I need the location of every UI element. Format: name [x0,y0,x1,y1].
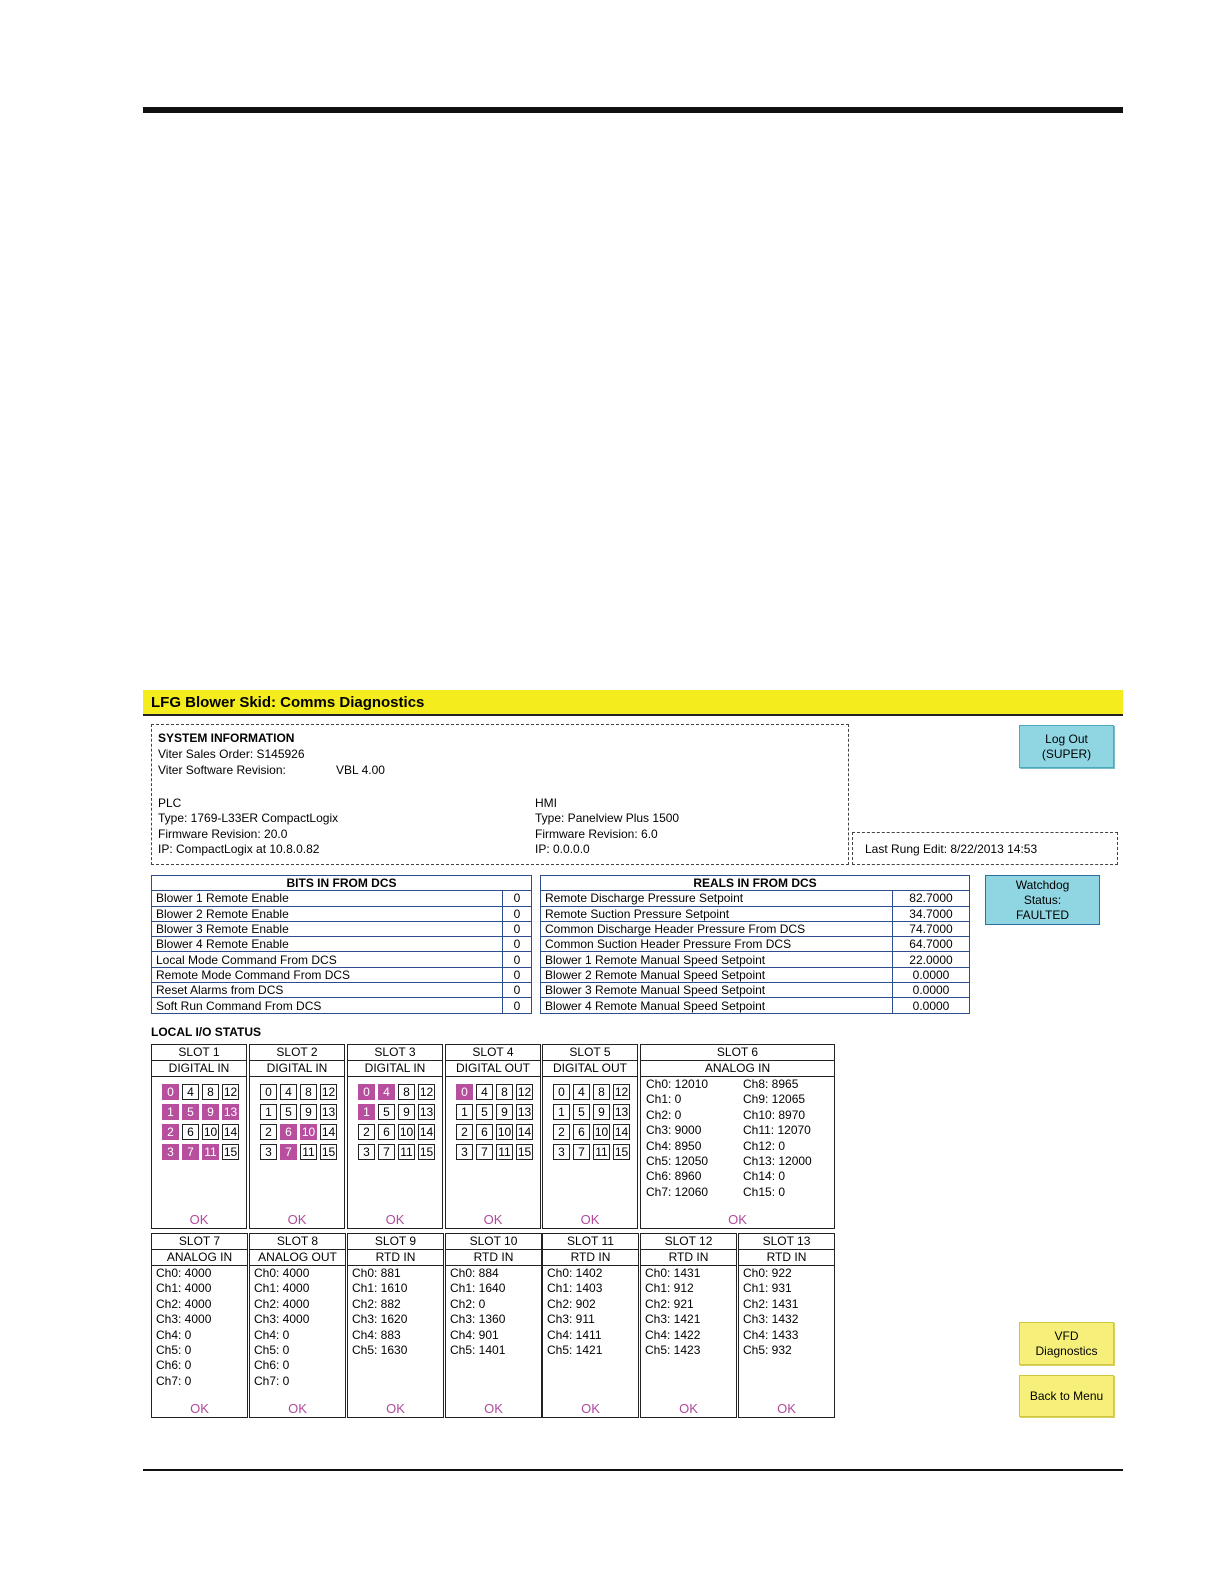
bits-in-label: Reset Alarms from DCS [152,983,503,998]
slot-status-ok: OK [287,1212,307,1227]
slot-number: SLOT 5 [543,1045,637,1061]
last-rung-edit: Last Rung Edit: 8/22/2013 14:53 [865,842,1038,856]
hmi-type: Type: Panelview Plus 1500 [535,811,680,825]
io-point: 5 [182,1104,199,1120]
io-point: 8 [593,1084,610,1100]
io-point: 6 [280,1124,297,1140]
io-point: 15 [517,1145,532,1159]
channel-value: Ch0: 1402 [547,1266,603,1280]
channel-value: Ch1: 0 [646,1092,682,1107]
io-slot [542,1233,639,1418]
channel-value: Ch2: 921 [645,1296,694,1311]
software-revision-label: Viter Software Revision: [158,763,286,777]
channel-value: Ch4: 0 [254,1327,290,1342]
io-point: 15 [321,1145,336,1159]
channel-value: Ch4: 1433 [743,1327,799,1342]
title-bar [143,690,1123,716]
slot-status-ok: OK [189,1212,209,1227]
vfd-diagnostics-button[interactable] [1019,1322,1114,1365]
io-point: 3 [162,1144,179,1160]
bottom-rule [143,1469,1123,1471]
hmi-firmware: Firmware Revision: 6.0 [535,827,658,841]
reals-in-value: 0.0000 [893,967,970,982]
slot-status-ok: OK [483,1212,503,1227]
slot-status-ok: OK [190,1401,209,1416]
reals-in-label: Remote Suction Pressure Setpoint [541,906,893,921]
bits-in-row [152,983,532,998]
io-point: 4 [280,1084,297,1100]
io-point: 6 [182,1124,199,1140]
io-point: 9 [398,1104,415,1120]
channel-value: Ch5: 12050 [646,1154,709,1169]
reals-in-row [541,906,970,921]
digital-slot [347,1044,443,1229]
channel-value: Ch4: 1422 [645,1327,701,1342]
io-point: 13 [321,1105,336,1119]
slot-number: SLOT 4 [446,1045,540,1061]
reals-in-label: Common Discharge Header Pressure From DCS [541,921,893,936]
io-point: 12 [614,1085,629,1099]
io-point: 1 [358,1104,375,1120]
channel-value: Ch3: 4000 [156,1312,212,1327]
bits-in-value: 0 [503,906,532,921]
reals-in-row [541,952,970,967]
channel-value: Ch1: 4000 [156,1281,212,1296]
watchdog-status-value: FAULTED [1015,907,1070,922]
io-point: 2 [162,1124,179,1140]
slot-type: RTD IN [446,1250,541,1266]
channel-value: Ch4: 0 [156,1327,192,1342]
slot-number: SLOT 13 [739,1234,834,1250]
reals-in-value: 74.7000 [893,921,970,936]
io-point: 4 [573,1084,590,1100]
channel-value: Ch5: 1423 [645,1343,701,1358]
channel-value: Ch4: 8950 [646,1138,702,1153]
io-point: 2 [358,1124,375,1140]
vfd-label: VFD [1054,1328,1079,1343]
io-point: 4 [476,1084,493,1100]
channel-value: Ch6: 8960 [646,1169,702,1184]
reals-in-row [541,983,970,998]
channel-value: Ch9: 12065 [743,1092,806,1107]
io-slot [249,1233,346,1418]
bits-in-label: Local Mode Command From DCS [152,952,503,967]
io-point: 5 [573,1104,590,1120]
channel-list [450,1266,505,1358]
slot-type: DIGITAL IN [152,1061,246,1077]
channel-value: Ch8: 8965 [743,1077,799,1091]
slot-type: DIGITAL OUT [446,1061,540,1077]
io-point: 2 [456,1124,473,1140]
reals-in-value: 34.7000 [893,906,970,921]
reals-in-value: 82.7000 [893,891,970,906]
channel-list [743,1077,812,1200]
io-point: 6 [378,1124,395,1140]
io-point: 9 [496,1104,513,1120]
io-point: 9 [202,1104,219,1120]
io-point: 0 [162,1084,179,1100]
io-point: 1 [456,1104,473,1120]
channel-value: Ch4: 1411 [547,1327,602,1342]
channel-value: Ch12: 0 [743,1138,786,1153]
io-slot [347,1233,444,1418]
io-point: 1 [162,1104,179,1120]
slot-status-ok: OK [728,1212,747,1227]
software-revision-value: VBL 4.00 [336,763,385,777]
io-point: 1 [260,1104,277,1120]
slot-number: SLOT 6 [641,1045,834,1061]
logout-user-label: (SUPER) [1041,746,1092,761]
io-point: 12 [321,1085,336,1099]
bits-in-label: Blower 3 Remote Enable [152,921,503,936]
slot-number: SLOT 7 [152,1234,247,1250]
slot-number: SLOT 1 [152,1045,246,1061]
io-point: 7 [280,1144,297,1160]
channel-value: Ch2: 1431 [743,1296,799,1311]
channel-value: Ch2: 4000 [156,1296,212,1311]
reals-in-row [541,937,970,952]
hmi-ip: IP: 0.0.0.0 [535,842,590,856]
io-point: 12 [223,1085,238,1099]
system-info-heading: SYSTEM INFORMATION [158,731,295,745]
channel-value: Ch3: 911 [547,1312,595,1327]
io-point: 10 [203,1125,218,1139]
channel-value: Ch3: 1620 [352,1312,408,1327]
bits-in-label: Blower 1 Remote Enable [152,891,503,906]
digital-slot [151,1044,247,1229]
reals-in-row [541,998,970,1013]
io-point: 7 [378,1144,395,1160]
io-point: 3 [260,1144,277,1160]
io-point: 9 [593,1104,610,1120]
channel-list [547,1266,602,1358]
reals-in-row [541,891,970,906]
slot-type: RTD IN [348,1250,443,1266]
bits-in-label: Blower 2 Remote Enable [152,906,503,921]
system-info-panel [151,724,849,865]
io-point: 3 [456,1144,473,1160]
bits-in-heading: BITS IN FROM DCS [152,876,532,891]
io-point: 12 [517,1085,532,1099]
channel-value: Ch3: 1360 [450,1312,506,1327]
channel-value: Ch4: 901 [450,1327,499,1342]
channel-value: Ch5: 1421 [547,1343,603,1358]
plc-type: Type: 1769-L33ER CompactLogix [158,811,339,825]
channel-value: Ch1: 1403 [547,1281,603,1296]
channel-list [254,1266,309,1389]
io-point: 0 [260,1084,277,1100]
slot-status-ok: OK [385,1212,405,1227]
analog-slot-6 [640,1044,835,1229]
slot-number: SLOT 9 [348,1234,443,1250]
sales-order: Viter Sales Order: S145926 [158,747,305,761]
slot-status-ok: OK [484,1401,503,1416]
slot-number: SLOT 12 [641,1234,736,1250]
channel-list [352,1266,407,1358]
io-point: 5 [378,1104,395,1120]
channel-list [646,1077,708,1200]
io-point: 7 [182,1144,199,1160]
reals-in-value: 64.7000 [893,937,970,952]
channel-value: Ch5: 932 [743,1343,792,1358]
slot-number: SLOT 8 [250,1234,345,1250]
channel-value: Ch5: 0 [254,1343,290,1358]
io-point: 10 [497,1125,512,1139]
local-io-heading: LOCAL I/O STATUS [151,1025,261,1039]
channel-value: Ch7: 12060 [646,1184,709,1199]
reals-in-value: 0.0000 [893,983,970,998]
slot-type: DIGITAL IN [250,1061,344,1077]
channel-value: Ch1: 1640 [450,1281,506,1296]
reals-in-label: Blower 1 Remote Manual Speed Setpoint [541,952,893,967]
slot-type: DIGITAL OUT [543,1061,637,1077]
slot-status-ok: OK [288,1401,307,1416]
channel-value: Ch0: 922 [743,1266,792,1280]
channel-value: Ch0: 881 [352,1266,401,1280]
slot-type: RTD IN [641,1250,736,1266]
slot-type: RTD IN [739,1250,834,1266]
channel-value: Ch5: 1401 [450,1343,506,1358]
slot-status-ok: OK [777,1401,796,1416]
io-point: 10 [399,1125,414,1139]
page-title: LFG Blower Skid: Comms Diagnostics [151,694,425,711]
slot-number: SLOT 2 [250,1045,344,1061]
slot-status-ok: OK [581,1401,600,1416]
io-point: 7 [476,1144,493,1160]
io-point: 7 [573,1144,590,1160]
io-point: 4 [378,1084,395,1100]
slot-number: SLOT 10 [446,1234,541,1250]
io-point: 13 [223,1105,238,1119]
bits-in-row [152,998,532,1013]
io-point: 15 [614,1145,629,1159]
channel-value: Ch14: 0 [743,1169,786,1184]
channel-value: Ch2: 0 [646,1107,682,1122]
bits-in-table [151,875,532,1014]
channel-value: Ch0: 12010 [646,1077,709,1091]
io-point: 9 [300,1104,317,1120]
slot-number: SLOT 3 [348,1045,442,1061]
vfd-diagnostics-label: Diagnostics [1035,1343,1098,1358]
io-slot [738,1233,835,1418]
bits-in-value: 0 [503,921,532,936]
io-point: 8 [300,1084,317,1100]
io-point: 2 [260,1124,277,1140]
io-point: 14 [614,1125,629,1139]
io-point: 6 [573,1124,590,1140]
channel-value: Ch0: 884 [450,1266,499,1280]
reals-in-value: 22.0000 [893,952,970,967]
io-point: 1 [553,1104,570,1120]
plc-label: PLC [158,796,182,810]
io-point: 11 [202,1144,219,1160]
back-to-menu-button[interactable] [1019,1375,1114,1417]
io-point: 14 [321,1125,336,1139]
channel-value: Ch5: 1630 [352,1343,408,1358]
channel-value: Ch3: 1421 [645,1312,701,1327]
reals-in-label: Remote Discharge Pressure Setpoint [541,891,893,906]
slot-type: RTD IN [543,1250,638,1266]
bits-in-value: 0 [503,967,532,982]
channel-value: Ch4: 883 [352,1327,401,1342]
logout-button[interactable] [1019,725,1114,768]
io-point: 14 [419,1125,434,1139]
channel-value: Ch3: 4000 [254,1312,310,1327]
channel-value: Ch2: 4000 [254,1296,310,1311]
channel-value: Ch1: 931 [743,1281,792,1296]
io-point: 15 [419,1145,434,1159]
io-point: 13 [614,1105,629,1119]
bits-in-row [152,906,532,921]
channel-value: Ch13: 12000 [743,1154,812,1169]
plc-firmware: Firmware Revision: 20.0 [158,827,288,841]
io-point: 8 [398,1084,415,1100]
channel-value: Ch0: 1431 [645,1266,701,1280]
io-point: 5 [476,1104,493,1120]
channel-value: Ch7: 0 [156,1373,192,1388]
bits-in-row [152,921,532,936]
channel-list [743,1266,798,1358]
io-slot [445,1233,542,1418]
channel-value: Ch6: 0 [156,1358,192,1373]
io-point: 13 [517,1105,532,1119]
channel-value: Ch2: 0 [450,1296,486,1311]
bits-in-value: 0 [503,891,532,906]
watchdog-label: Watchdog [1015,877,1070,892]
reals-in-label: Blower 3 Remote Manual Speed Setpoint [541,983,893,998]
logout-label: Log Out [1045,731,1088,746]
bits-in-value: 0 [503,937,532,952]
io-slot [151,1233,248,1418]
bits-in-label: Remote Mode Command From DCS [152,967,503,982]
slot-status-ok: OK [679,1401,698,1416]
io-point: 3 [358,1144,375,1160]
reals-in-value: 0.0000 [893,998,970,1013]
slot-type: DIGITAL IN [348,1061,442,1077]
top-rule [143,107,1123,113]
channel-value: Ch15: 0 [743,1184,786,1199]
reals-in-row [541,921,970,936]
slot-type: ANALOG IN [152,1250,247,1266]
channel-value: Ch2: 902 [547,1296,596,1311]
slot-type: ANALOG OUT [250,1250,345,1266]
channel-value: Ch0: 4000 [156,1266,212,1280]
bits-in-row [152,937,532,952]
bits-in-label: Blower 4 Remote Enable [152,937,503,952]
slot-status-ok: OK [386,1401,405,1416]
bits-in-row [152,952,532,967]
last-rung-edit-panel [852,832,1118,865]
io-point: 3 [553,1144,570,1160]
channel-value: Ch7: 0 [254,1373,290,1388]
io-point: 11 [496,1144,513,1160]
hmi-label: HMI [535,796,557,810]
channel-value: Ch11: 12070 [743,1123,811,1138]
digital-slot [542,1044,638,1229]
io-point: 12 [419,1085,434,1099]
channel-value: Ch1: 912 [645,1281,694,1296]
channel-value: Ch3: 9000 [646,1123,702,1138]
io-point: 0 [358,1084,375,1100]
io-point: 11 [398,1144,415,1160]
channel-list [645,1266,700,1358]
watchdog-status-label: Status: [1023,892,1062,907]
slot-type: ANALOG IN [641,1061,834,1077]
reals-in-row [541,967,970,982]
channel-value: Ch1: 1610 [352,1281,408,1296]
io-point: 4 [182,1084,199,1100]
reals-in-label: Blower 4 Remote Manual Speed Setpoint [541,998,893,1013]
back-to-menu-label: Back to Menu [1029,1388,1104,1403]
io-point: 8 [496,1084,513,1100]
reals-in-heading: REALS IN FROM DCS [541,876,970,891]
io-point: 10 [594,1125,609,1139]
io-point: 5 [280,1104,297,1120]
channel-value: Ch1: 4000 [254,1281,310,1296]
channel-value: Ch3: 1432 [743,1312,799,1327]
channel-value: Ch2: 882 [352,1296,401,1311]
channel-value: Ch6: 0 [254,1358,290,1373]
io-point: 6 [476,1124,493,1140]
channel-list [156,1266,211,1389]
bits-in-value: 0 [503,983,532,998]
io-point: 13 [419,1105,434,1119]
slot-number: SLOT 11 [543,1234,638,1250]
plc-ip: IP: CompactLogix at 10.8.0.82 [158,842,320,856]
io-slot [640,1233,737,1418]
watchdog-status-button[interactable] [985,875,1100,925]
reals-in-label: Blower 2 Remote Manual Speed Setpoint [541,967,893,982]
io-point: 2 [553,1124,570,1140]
channel-value: Ch10: 8970 [743,1107,806,1122]
io-point: 10 [301,1125,316,1139]
reals-in-table [540,875,970,1014]
io-point: 0 [456,1084,473,1100]
io-point: 11 [593,1144,610,1160]
bits-in-value: 0 [503,998,532,1013]
reals-in-label: Common Suction Header Pressure From DCS [541,937,893,952]
io-point: 14 [223,1125,238,1139]
io-point: 8 [202,1084,219,1100]
io-point: 0 [553,1084,570,1100]
digital-slot [445,1044,541,1229]
bits-in-row [152,967,532,982]
slot-status-ok: OK [580,1212,600,1227]
channel-value: Ch5: 0 [156,1343,192,1358]
io-point: 11 [300,1144,317,1160]
bits-in-value: 0 [503,952,532,967]
channel-value: Ch0: 4000 [254,1266,310,1280]
digital-slot [249,1044,345,1229]
io-point: 15 [223,1145,238,1159]
bits-in-label: Soft Run Command From DCS [152,998,503,1013]
io-point: 14 [517,1125,532,1139]
bits-in-row [152,891,532,906]
